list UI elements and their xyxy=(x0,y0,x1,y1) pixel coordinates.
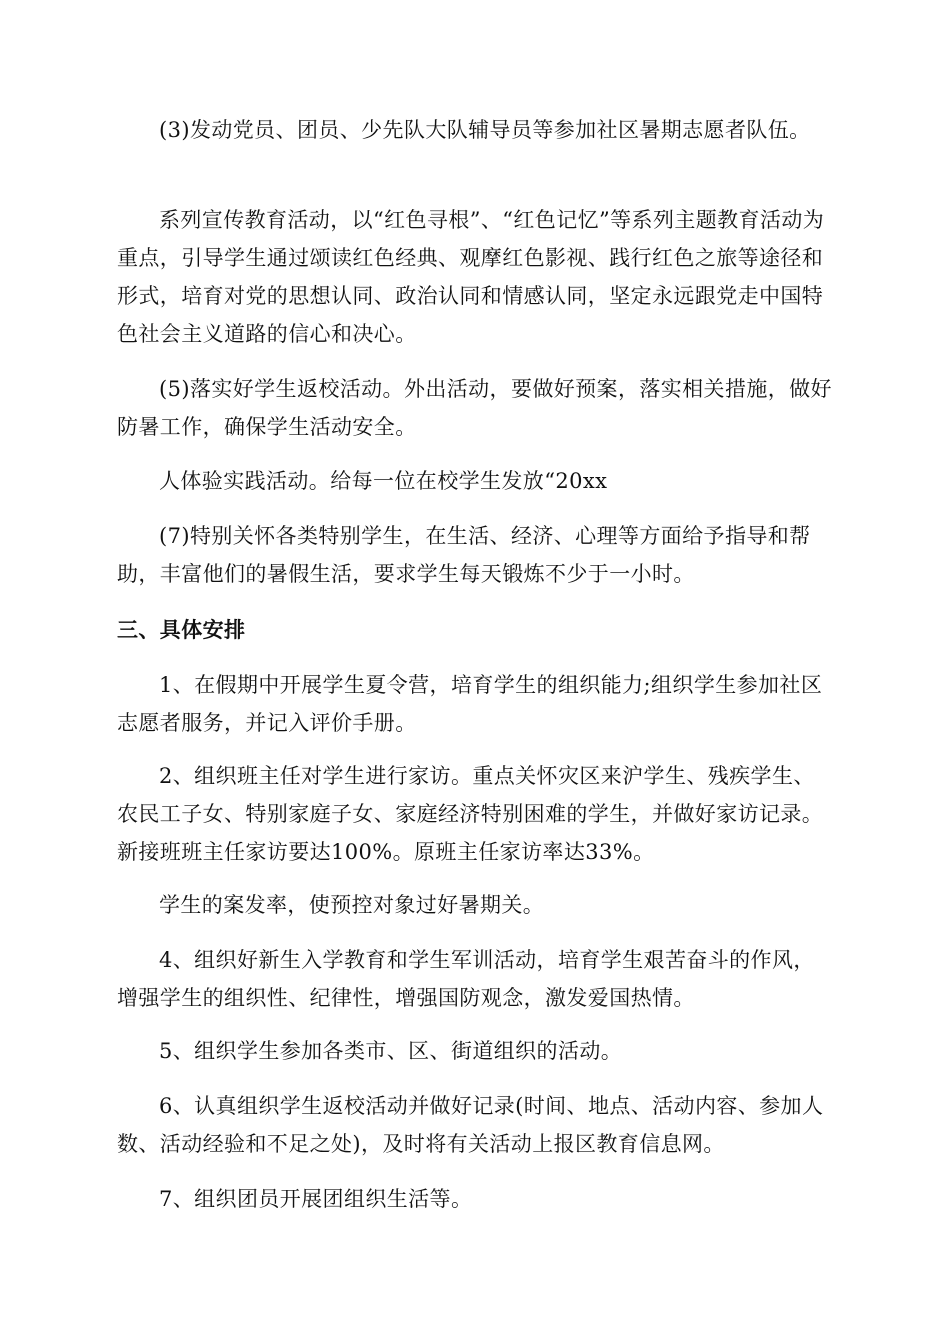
paragraph-red-education: 系列宣传教育活动，以“红色寻根”、“红色记忆”等系列主题教育活动为重点，引导学生通过颂读红色经典、观摩红色影视、践行红色之旅等途径和形式，培育对党的思想认同、政治认同和情感认同，坚定永远跟党走中国特色社会主义道路的信心和决心。 xyxy=(117,208,825,346)
arrangement-item-2: 2、组织班主任对学生进行家访。重点关怀灾区来沪学生、残疾学生、农民工子女、特别家庭子女、家庭经济特别困难的学生，并做好家访记录。新接班班主任家访要达100%。原班主任家访率达33%。 xyxy=(117,764,824,864)
arrangement-item-1: 1、在假期中开展学生夏令营，培育学生的组织能力;组织学生参加社区志愿者服务，并记入评价手册。 xyxy=(117,673,823,735)
arrangement-item-7: 7、组织团员开展团组织生活等。 xyxy=(159,1187,473,1211)
paragraph-practice-activity: 人体验实践活动。给每一位在校学生发放“20xx xyxy=(159,469,608,493)
section-heading: 三、具体安排 xyxy=(117,618,246,642)
paragraph-return-to-school: (5)落实好学生返校活动。外出活动，要做好预案，落实相关措施，做好防暑工作，确保学生活动安全。 xyxy=(117,377,832,439)
paragraph-volunteers: (3)发动党员、团员、少先队大队辅导员等参加社区暑期志愿者队伍。 xyxy=(159,118,811,142)
arrangement-item-6: 6、认真组织学生返校活动并做好记录(时间、地点、活动内容、参加人数、活动经验和不足之处)，及时将有关活动上报区教育信息网。 xyxy=(117,1094,824,1156)
arrangement-item-3: 学生的案发率，使预控对象过好暑期关。 xyxy=(159,893,545,917)
paragraph-special-care: (7)特别关怀各类特别学生，在生活、经济、心理等方面给予指导和帮助，丰富他们的暑假生活，要求学生每天锻炼不少于一小时。 xyxy=(117,524,811,586)
arrangement-item-4: 4、组织好新生入学教育和学生军训活动，培育学生艰苦奋斗的作风，增强学生的组织性、纪律性，增强国防观念，激发爱国热情。 xyxy=(117,948,815,1010)
arrangement-item-5: 5、组织学生参加各类市、区、街道组织的活动。 xyxy=(159,1039,623,1063)
